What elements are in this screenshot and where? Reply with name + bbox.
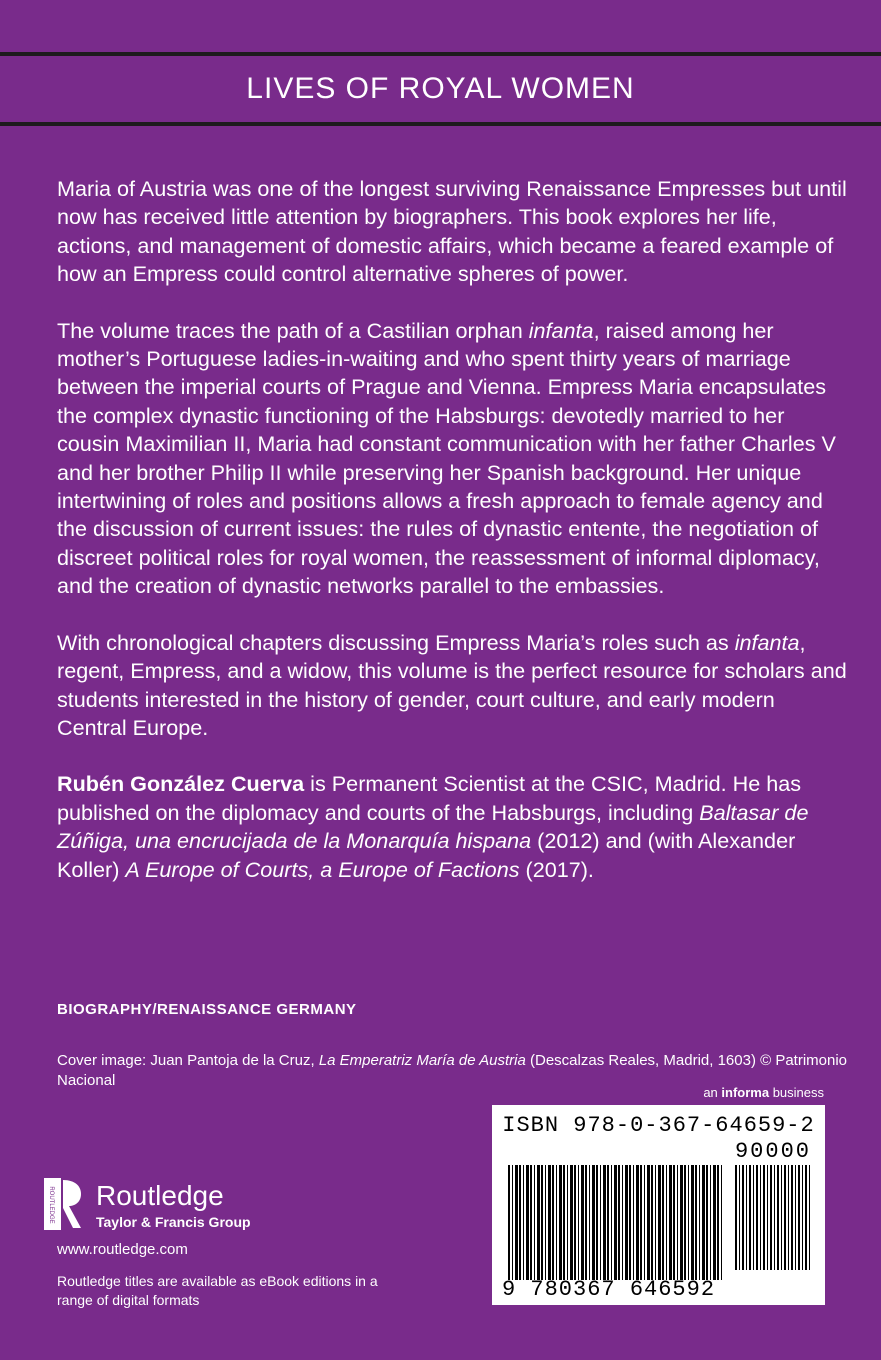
paragraph-intro: Maria of Austria was one of the longest surviving Renaissance Empresses but until now has received little attention by biographers. This book explores her life, actions, and management of domestic affairs, which became a feared example of how an Empress could control alternative spheres of power. [57, 176, 847, 287]
paragraph-volume: The volume traces the path of a Castilian orphan infanta, raised among her mother’s Portuguese ladies-in-waiting and who spent thirty years of marriage between the imperial courts of Prague and Vienna. Empress Maria encapsulates the complex dynastic functioning of the Habsburgs: devotedly married to her cousin Maximilian II, Maria had constant communication with her father Charles V and her brother Philip II while preserving her Spanish background. Her unique intertwining of roles and positions allows a fresh approach to female agency and the discussion of current issues: the rules of dynastic entente, the negotiation of discreet political roles for royal women, the reassessment of informal diplomacy, and the creation of dynastic networks parallel to the embassies. [57, 317, 836, 599]
barcode-digits: 9 780367 646592 [502, 1277, 716, 1302]
isbn-barcode [492, 1105, 825, 1305]
routledge-logo-icon [41, 1176, 83, 1232]
series-title: LIVES OF ROYAL WOMEN [246, 72, 635, 105]
informa-tagline: an informa business [703, 1085, 824, 1100]
price-code: 90000 [734, 1139, 811, 1164]
cover-credit: Cover image: Juan Pantoja de la Cruz, La Emperatriz María de Austria (Descalzas Reales, Madrid, 1603) © Patrimonio Nacional [57, 1052, 848, 1089]
series-underline [0, 122, 881, 126]
paragraph-author: Rubén González Cuerva is Permanent Scientist at the CSIC, Madrid. He has published on the diplomacy and courts of the Habsburgs, including Baltasar de Zúñiga, una encrucijada de la Monarquía hispana (2012) and (with Alexander Koller) A Europe of Courts, a Europe of Factions (2017). [57, 771, 809, 882]
subject-category: BIOGRAPHY/RENAISSANCE GERMANY [57, 1001, 357, 1018]
barcode-bars-main [508, 1165, 723, 1280]
publisher-name: Routledge [96, 1180, 224, 1211]
publisher-website: www.routledge.com [57, 1241, 188, 1258]
publisher-group: Taylor & Francis Group [96, 1214, 251, 1230]
blurb [57, 175, 847, 912]
isbn-number: ISBN 978-0-367-64659-2 [502, 1113, 815, 1138]
barcode-bars-addon [735, 1165, 810, 1270]
top-rule [0, 52, 881, 56]
ebook-note: Routledge titles are available as eBook editions in a range of digital formats [57, 1273, 378, 1308]
paragraph-chapters: With chronological chapters discussing Empress Maria’s roles such as infanta, regent, Empress, and a widow, this volume is the perfect resource for scholars and students interested in the history of gender, court culture, and early modern Central Europe. [57, 629, 847, 740]
routledge-logo-lettering: ROUTLEDGE [48, 1186, 54, 1224]
